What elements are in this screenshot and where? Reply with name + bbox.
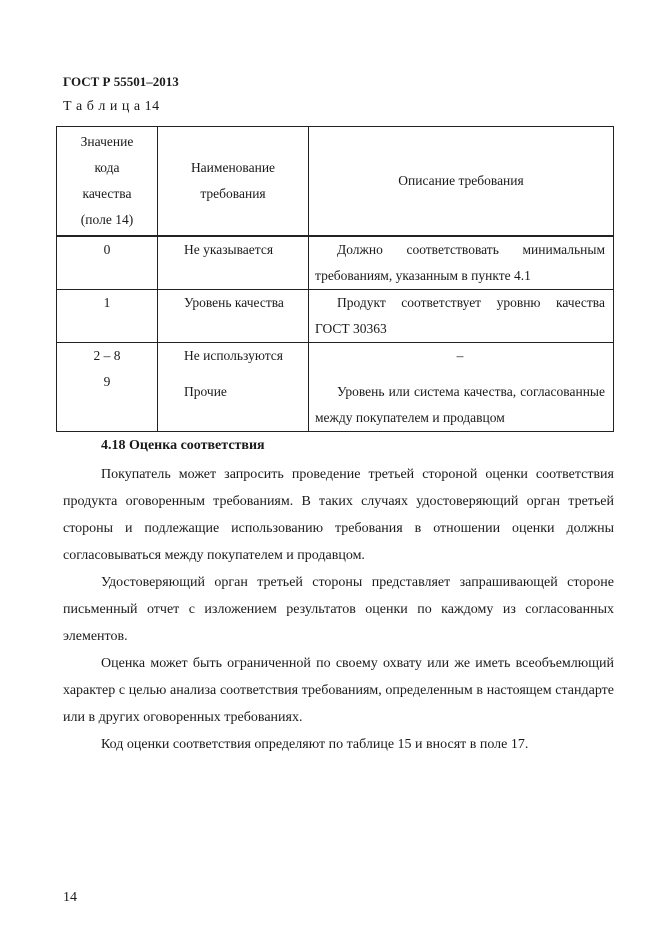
cell-code: 2 – 8 9 (57, 343, 158, 432)
table-row (57, 236, 614, 290)
cell-description: – Уровень или система качества, согласованные между покупателем и продавцом (309, 343, 614, 432)
paragraph: Удостоверяющий орган третьей стороны представляет запрашивающей стороне письменный отчет с изложением результатов оценки по каждому из согласованных элементов. (63, 575, 614, 644)
paragraph: Покупатель может запросить проведение третьей стороной оценки соответствия продукта оговоренным требованиям. В таких случаях удостоверяющий орган третьей стороны и подлежащие использованию требования в отношении оценки должны согласовываться между покупателем и продавцом. (63, 467, 614, 563)
cell-name: Не указывается (158, 236, 309, 290)
table-caption: Т а б л и ц а 14 (63, 99, 160, 114)
cell-name: Уровень качества (158, 290, 309, 343)
table-row (57, 343, 614, 432)
cell-code: 1 (57, 290, 158, 343)
document-standard-header: ГОСТ Р 55501–2013 (63, 74, 179, 89)
requirements-table (56, 126, 614, 432)
table-row (57, 290, 614, 343)
table-header-row (57, 127, 614, 237)
cell-name: Не используются Прочие (158, 343, 309, 432)
column-header-code: Значение кода качества (поле 14) (57, 127, 158, 237)
cell-code: 0 (57, 236, 158, 290)
cell-description: Продукт соответствует уровню качества ГОСТ 30363 (309, 290, 614, 343)
page-number: 14 (63, 890, 77, 905)
section-body (63, 461, 614, 758)
paragraph: Оценка может быть ограниченной по своему охвату или же иметь всеобъемлющий характер с целью анализа соответствия требованиям, определенным в настоящем стандарте или в других оговоренных требованиях. (63, 656, 614, 725)
section-title: 4.18 Оценка соответствия (101, 438, 265, 453)
column-header-name: Наименование требования (158, 127, 309, 237)
paragraph: Код оценки соответствия определяют по таблице 15 и вносят в поле 17. (101, 737, 529, 752)
cell-description: Должно соответствовать минимальным требованиям, указанным в пункте 4.1 (309, 236, 614, 290)
column-header-description: Описание требования (309, 127, 614, 237)
